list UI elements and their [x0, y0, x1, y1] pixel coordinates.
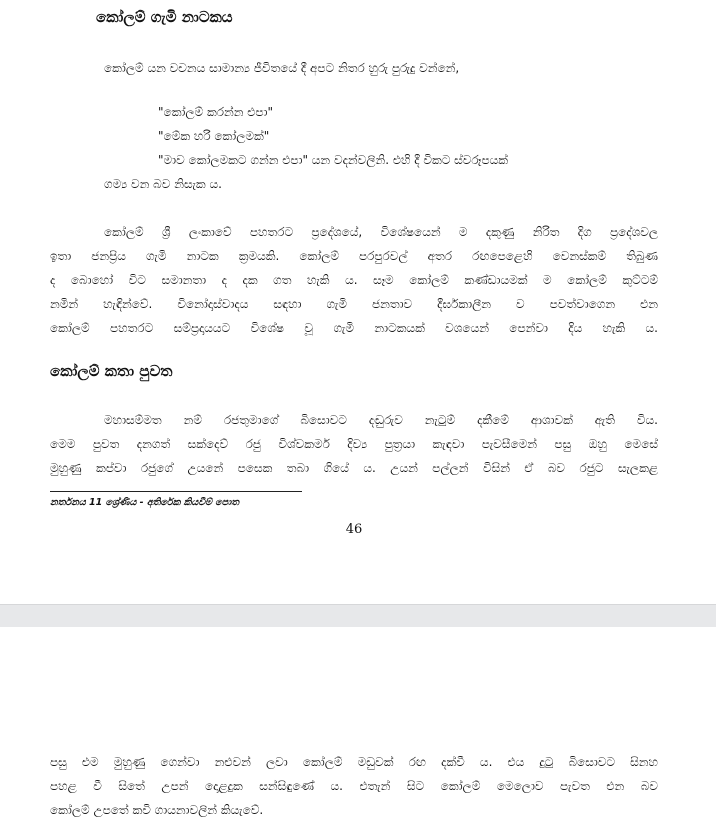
- continuation-line-1: පසු එම මුහුණු ගෙන්වා නළුවන් ලවා කෝලම් මඩුවක් රඟ දක්වී ය. එය දුටු බිසොවට සිනහ: [50, 755, 658, 769]
- quote-line-1: "කෝලම් කරන්න එපා": [158, 105, 273, 119]
- continuation-line-2: පහළ වී සිතේ උපන් දොළදුක සන්සිඳුණේ ය. එතැන් සිට කෝලම් මෙලොව පැවත එන බව: [50, 779, 658, 793]
- paragraph-2-line-4: නමින් හැඳින්වේ. විනෝදාස්වාදය සඳහා ගැමි ජනතාව දීර්ඝකාලීන ව පවත්වාගෙන එන: [50, 297, 658, 311]
- paragraph-3-line-2: මෙම පුවත දනගත් සක්දෙව් රජු විශ්වකර්ම දිව්‍ය පුත්‍රයා කැඳවා පැවසීමෙන් පසු ඔහු මෙසේ: [50, 437, 658, 451]
- paragraph-2-line-1: කෝලම් ශ්‍රී ලංකාවේ පහතරට ප්‍රදේශයේ, විශේෂයෙන් ම දකුණු නිරිත දිග ප්‍රදේශවල: [104, 225, 658, 239]
- quote-conclusion-line: ගම්‍ය වන බව නිසැක ය.: [104, 177, 222, 191]
- document-page-47: [0, 627, 716, 838]
- page-separator: [0, 604, 716, 627]
- intro-line: කෝලම් යන වචනය සාමාන්‍ය ජීවිතයේ දී අපට නිතර හුරු පුරුදු වන්නේ,: [104, 61, 460, 75]
- paragraph-3-line-1: මහාසම්මත නම් රජතුමාගේ බිසොවට දඬුරුව නැටුම් දකීමේ ආශාවක් ඇති විය.: [104, 413, 658, 427]
- paragraph-2-line-2: ඉතා ජනප්‍රිය ගැමි නාටක ක්‍රමයකි. කෝලම් පරපුරවල් අතර රඟපෙළෙහි වෙනස්කම් තිබුණ: [50, 249, 658, 263]
- paragraph-2-line-5: කෝලම් පහතරට සම්ප්‍රදායයට විශේෂ වූ ගැමි නාටකයක් වශයෙන් පෙන්වා දිය හැකි ය.: [50, 321, 658, 335]
- continuation-line-3: කෝලම් උපතේ කවි ගායනාවලින් කියැවේ.: [50, 803, 264, 817]
- quote-line-3: "මාව කෝලමකට ගන්න එපා" යන වදන්වලිනි. එහි දී විකට ස්වරූපයක්: [158, 153, 508, 167]
- paragraph-2-line-3: ද බොහෝ විට සමානතා ද දක ගත හැකි ය. සෑම කෝලම් කණ්ඩායමක් ම කෝලම් කුට්ටම්: [50, 273, 658, 287]
- section-heading-kolam-folk-drama: කෝලම් ගැමි නාටකය: [96, 8, 233, 26]
- footer-divider: [50, 491, 302, 492]
- page-number: 46: [345, 522, 363, 537]
- paragraph-3-line-3: මුහුණු කප්වා රජුගේ උයනේ පසෙක තබා ගියේ ය. උයන් පල්ලන් විසින් ඒ බව රජුට සැලකළ: [50, 461, 658, 475]
- section-heading-kolam-story: කෝලම් කතා පුවත: [50, 362, 173, 380]
- quote-line-2: "මේක හරි කෝලමක්": [158, 129, 270, 143]
- footer-book-title: නර්තනය 11 ශ්‍රේණිය - අතිරේක කියවීම් පොත: [50, 497, 239, 508]
